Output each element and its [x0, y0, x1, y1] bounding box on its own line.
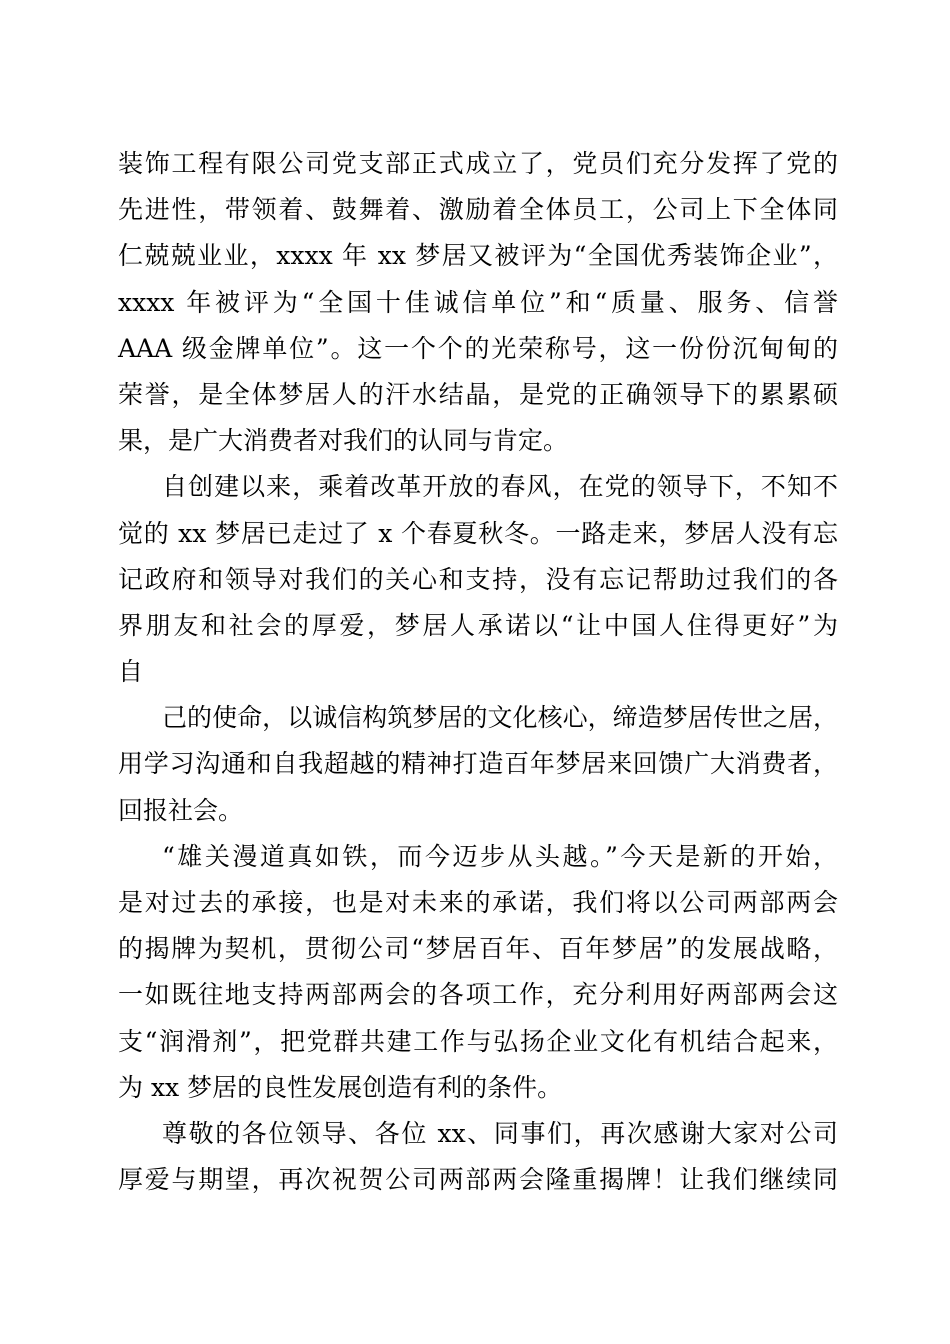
text-line: 的揭牌为契机，贯彻公司“梦居百年、百年梦居”的发展战略， — [118, 934, 838, 964]
text-line: 记政府和领导对我们的关心和支持，没有忘记帮助过我们的各 — [118, 564, 838, 594]
paragraph-first-line: “雄关漫道真如铁，而今迈步从头越。”今天是新的开始， — [162, 841, 838, 871]
text-line: 荣誉，是全体梦居人的汗水结晶，是党的正确领导下的累累硕 — [118, 379, 838, 409]
text-line: xxxx 年被评为“全国十佳诚信单位”和“质量、服务、信誉 — [118, 287, 838, 317]
text-line: 支“润滑剂”，把党群共建工作与弘扬企业文化有机结合起来， — [118, 1026, 838, 1056]
text-line: 果，是广大消费者对我们的认同与肯定。 — [118, 426, 569, 456]
text-line: 装饰工程有限公司党支部正式成立了，党员们充分发挥了党的 — [118, 149, 838, 178]
text-line: 厚爱与期望，再次祝贺公司两部两会隆重揭牌！让我们继续同 — [118, 1165, 838, 1195]
text-line: 自 — [118, 657, 144, 687]
body-text — [118, 141, 838, 1203]
text-line: 一如既往地支持两部两会的各项工作，充分利用好两部两会这 — [118, 980, 838, 1010]
text-line: 是对过去的承接，也是对未来的承诺，我们将以公司两部两会 — [118, 888, 838, 917]
text-line: 为 xx 梦居的良性发展创造有利的条件。 — [118, 1072, 563, 1102]
paragraph-first-line: 自创建以来，乘着改革开放的春风，在党的领导下，不知不 — [162, 472, 838, 502]
text-line: 仁兢兢业业，xxxx 年 xx 梦居又被评为“全国优秀装饰企业”， — [118, 241, 838, 271]
paragraph-first-line: 己的使命，以诚信构筑梦居的文化核心，缔造梦居传世之居， — [162, 703, 838, 733]
text-line: 界朋友和社会的厚爱，梦居人承诺以“让中国人住得更好”为 — [118, 610, 838, 640]
paragraph-first-line: 尊敬的各位领导、各位 xx、同事们，再次感谢大家对公司 — [162, 1118, 838, 1148]
text-line: 觉的 xx 梦居已走过了 x 个春夏秋冬。一路走来，梦居人没有忘 — [118, 518, 838, 548]
text-line: 回报社会。 — [118, 795, 244, 825]
text-line: 先进性，带领着、鼓舞着、激励着全体员工，公司上下全体同 — [118, 195, 838, 225]
text-line: 用学习沟通和自我超越的精神打造百年梦居来回馈广大消费者， — [118, 749, 838, 779]
text-line: AAA 级金牌单位”。这一个个的光荣称号，这一份份沉甸甸的 — [118, 333, 838, 363]
